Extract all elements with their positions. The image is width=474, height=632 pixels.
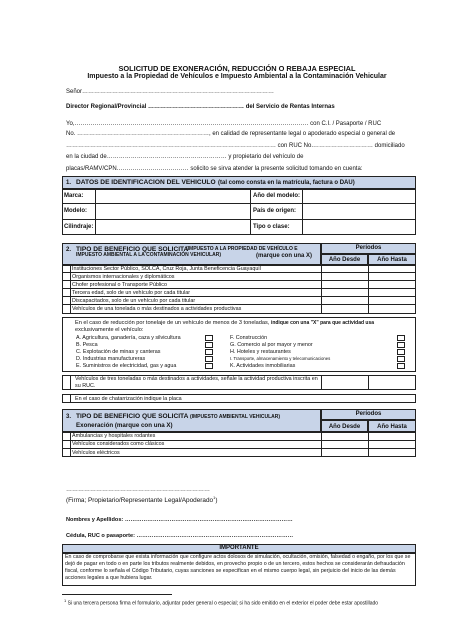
activity-d: D. Industrias manufactureras [76, 356, 146, 362]
checkbox-activity-h[interactable] [397, 349, 405, 355]
three-ton-text: Vehículos de tres toneladas o más destinados a actividades, señale la actividad productiva inscrita en su RUC. [75, 376, 318, 389]
section3-hasta: Año Hasta [377, 424, 407, 430]
activity-f: F. Construcción [230, 335, 268, 341]
section2-number: 2. [66, 247, 72, 253]
chatarrizacion-text: En el caso de chatarrización indique la placa [75, 396, 182, 402]
section2-periodos: Períodos [355, 245, 382, 251]
firma-close: ) [215, 497, 218, 505]
tipo-label: Tipo o clase: [253, 224, 290, 230]
list-item: Discapacitados, solo de un vehículo por cada titular [72, 298, 196, 304]
section1-note: (tal como consta en la matrícula, factura o DAU) [218, 180, 355, 186]
form-subtitle: Impuesto a la Propiedad de Vehículos e Impuesto Ambiental a la Contaminación Vehicular [87, 73, 387, 80]
firma-footnote-mark: 1 [213, 495, 216, 500]
signature-line: ……………………………………………………………… [66, 487, 210, 493]
no-line-1: No. …………………………………………………………, en calidad de representante legal o apoderado especial o general de [66, 131, 396, 137]
checkbox-activity-k[interactable] [397, 363, 405, 369]
checkbox-activity-i[interactable] [397, 356, 405, 362]
list-item: Vehículos eléctricos [72, 450, 120, 456]
section3-heading-text: TIPO DE BENEFICIO QUE SOLICITA [76, 413, 189, 420]
activity-a: A. Agricultura, ganadería, caza y silvicultura [76, 335, 181, 341]
nombres-line: Nombres y Apellidos: ……………………………………………………………………………… [66, 517, 293, 523]
section3-periodos: Períodos [355, 411, 382, 417]
no-line-2: …………………………………………………………………………………………… con RUC No.………………………… domiciliado [66, 143, 405, 149]
activity-g: G. Comercio al por mayor y menor [230, 342, 313, 348]
section2-sub: (IMPUESTO A LA PROPIEDAD DE VEHÍCULO E IMPUESTO AMBIENTAL A LA CONTAMINACIÓN VEHICULAR) [76, 246, 298, 259]
anio-label: Año del modelo: [253, 193, 300, 199]
reduction-indicate-text: indique con una "X" para que actividad usa [270, 320, 375, 326]
section1-number: 1. [66, 180, 72, 186]
checkbox-activity-a[interactable] [205, 335, 213, 341]
placas-line: placas/RAMV/CPN……………………………… solicito se sirva atender la presente solicitud tomando en cuenta: [66, 166, 363, 172]
checkbox-activity-d[interactable] [205, 356, 213, 362]
modelo-label: Modelo: [64, 208, 87, 214]
section3-sub: (IMPUESTO AMBIENTAL VEHICULAR) [189, 414, 281, 420]
list-item: Tercera edad, solo de un vehículo por cada titular [72, 290, 191, 296]
checkbox-activity-b[interactable] [205, 342, 213, 348]
activity-k: K. Actividades inmobiliarias [230, 363, 296, 369]
list-item: Chofer profesional o Transporte Público [72, 282, 167, 288]
section3-desde: Año Desde [328, 424, 361, 430]
activity-h: H. Hoteles y restaurantes [230, 349, 291, 355]
footnote [64, 598, 414, 607]
section1-heading: DATOS DE IDENTIFICACION DEL VEHICULO [76, 179, 216, 186]
signature-caption [66, 496, 217, 505]
marca-label: Marca: [64, 193, 84, 199]
section2-heading: TIPO DE BENEFICIO QUE SOLICITA [76, 246, 189, 253]
checkbox-activity-e[interactable] [205, 363, 213, 369]
ciudad-line: en la ciudad de…………………………………………………… y propietario del vehículo de [66, 154, 304, 160]
anio-field[interactable] [303, 190, 415, 202]
reduction-intro [75, 320, 374, 327]
section2-desde: Año Desde [328, 257, 361, 263]
list-item: Vehículos considerados como clásicos [72, 441, 165, 447]
checkbox-activity-c[interactable] [205, 349, 213, 355]
senor-line: Señor…………………………………………………………………………………… [66, 89, 275, 95]
checkbox-activity-g[interactable] [397, 342, 405, 348]
activity-e: E. Suministros de electricidad, gas y agua [76, 363, 177, 369]
activity-b: B. Pesca [76, 342, 98, 348]
director-line: Director Regional/Provincial ………………………………………… del Servicio de Rentas Internas [66, 104, 335, 110]
cilindraje-label: Cilindraje: [64, 224, 94, 230]
pais-label: País de origen: [253, 208, 297, 214]
yo-line: Yo,……………………………………………………………………………………………………… con C.I. / Pasaporte / RUC [66, 121, 382, 127]
section3-number: 3. [66, 414, 72, 420]
importante-heading: IMPORTANTE [219, 545, 259, 551]
marca-field[interactable] [96, 190, 249, 202]
list-item: Instituciones Sector Público, SOLCA, Cruz Roja, Junta Beneficencia Guayaquil [72, 266, 261, 272]
footnote-mark: 1 [64, 598, 67, 603]
section2-marque: (marque con una X) [256, 253, 313, 259]
footnote-text: Si una tercera persona firma el formulario, adjuntar poder general o especial; si ha sido emitido en el exterior el poder debe estar apostillado [67, 600, 379, 607]
section3-heading [76, 413, 280, 421]
importante-text: En caso de comprobarse que exista información que configure actos dolosos de simulación, ocultación, omisión, falsedad o engaño, por los que se dejó de pagar en todo o en parte los tributos realmente debidos, en provecho propio o de un tercero, estos hechos se considerarán defraudación fiscal, conforme lo señala el Código Tributario, cuyas sanciones se especifican en el mismo cuerpo legal, sin perjuicio del inicio de las demás acciones legales a que hubiera lugar. [65, 554, 411, 581]
cedula-line: Cédula, RUC o pasaporte: ………………………………………………………………………… [66, 533, 294, 539]
section3-line2: Exoneración (marque con una X) [76, 422, 173, 429]
modelo-field[interactable] [96, 204, 249, 218]
tipo-field[interactable] [303, 220, 415, 234]
pais-field[interactable] [303, 204, 415, 218]
reduction-line2: exclusivamente el vehículo: [75, 327, 144, 333]
firma-text: (Firma; Propietario/Representante Legal/Apoderado [66, 497, 214, 505]
cilindraje-field[interactable] [96, 220, 249, 234]
form-title: SOLICITUD DE EXONERACIÓN, REDUCCIÓN O REBAJA ESPECIAL [118, 64, 356, 73]
checkbox-activity-f[interactable] [397, 335, 405, 341]
list-item: Vehículos de una tonelada o más destinados a actividades productivas [72, 306, 242, 312]
activity-i: I. Transporte, almacenamiento y telecomunicaciones [230, 356, 331, 361]
list-item: Ambulancias y hospitales rodantes [72, 433, 156, 439]
activity-c: C. Explotación de minas y canteras [76, 349, 161, 355]
section2-hasta: Año Hasta [377, 257, 407, 263]
list-item: Organismos internacionales y diplomáticos [72, 274, 175, 280]
footnote-divider [62, 594, 172, 595]
reduction-intro-text: En el caso de reducción por tonelaje de un vehículo de menos de 3 toneladas, [75, 320, 270, 326]
